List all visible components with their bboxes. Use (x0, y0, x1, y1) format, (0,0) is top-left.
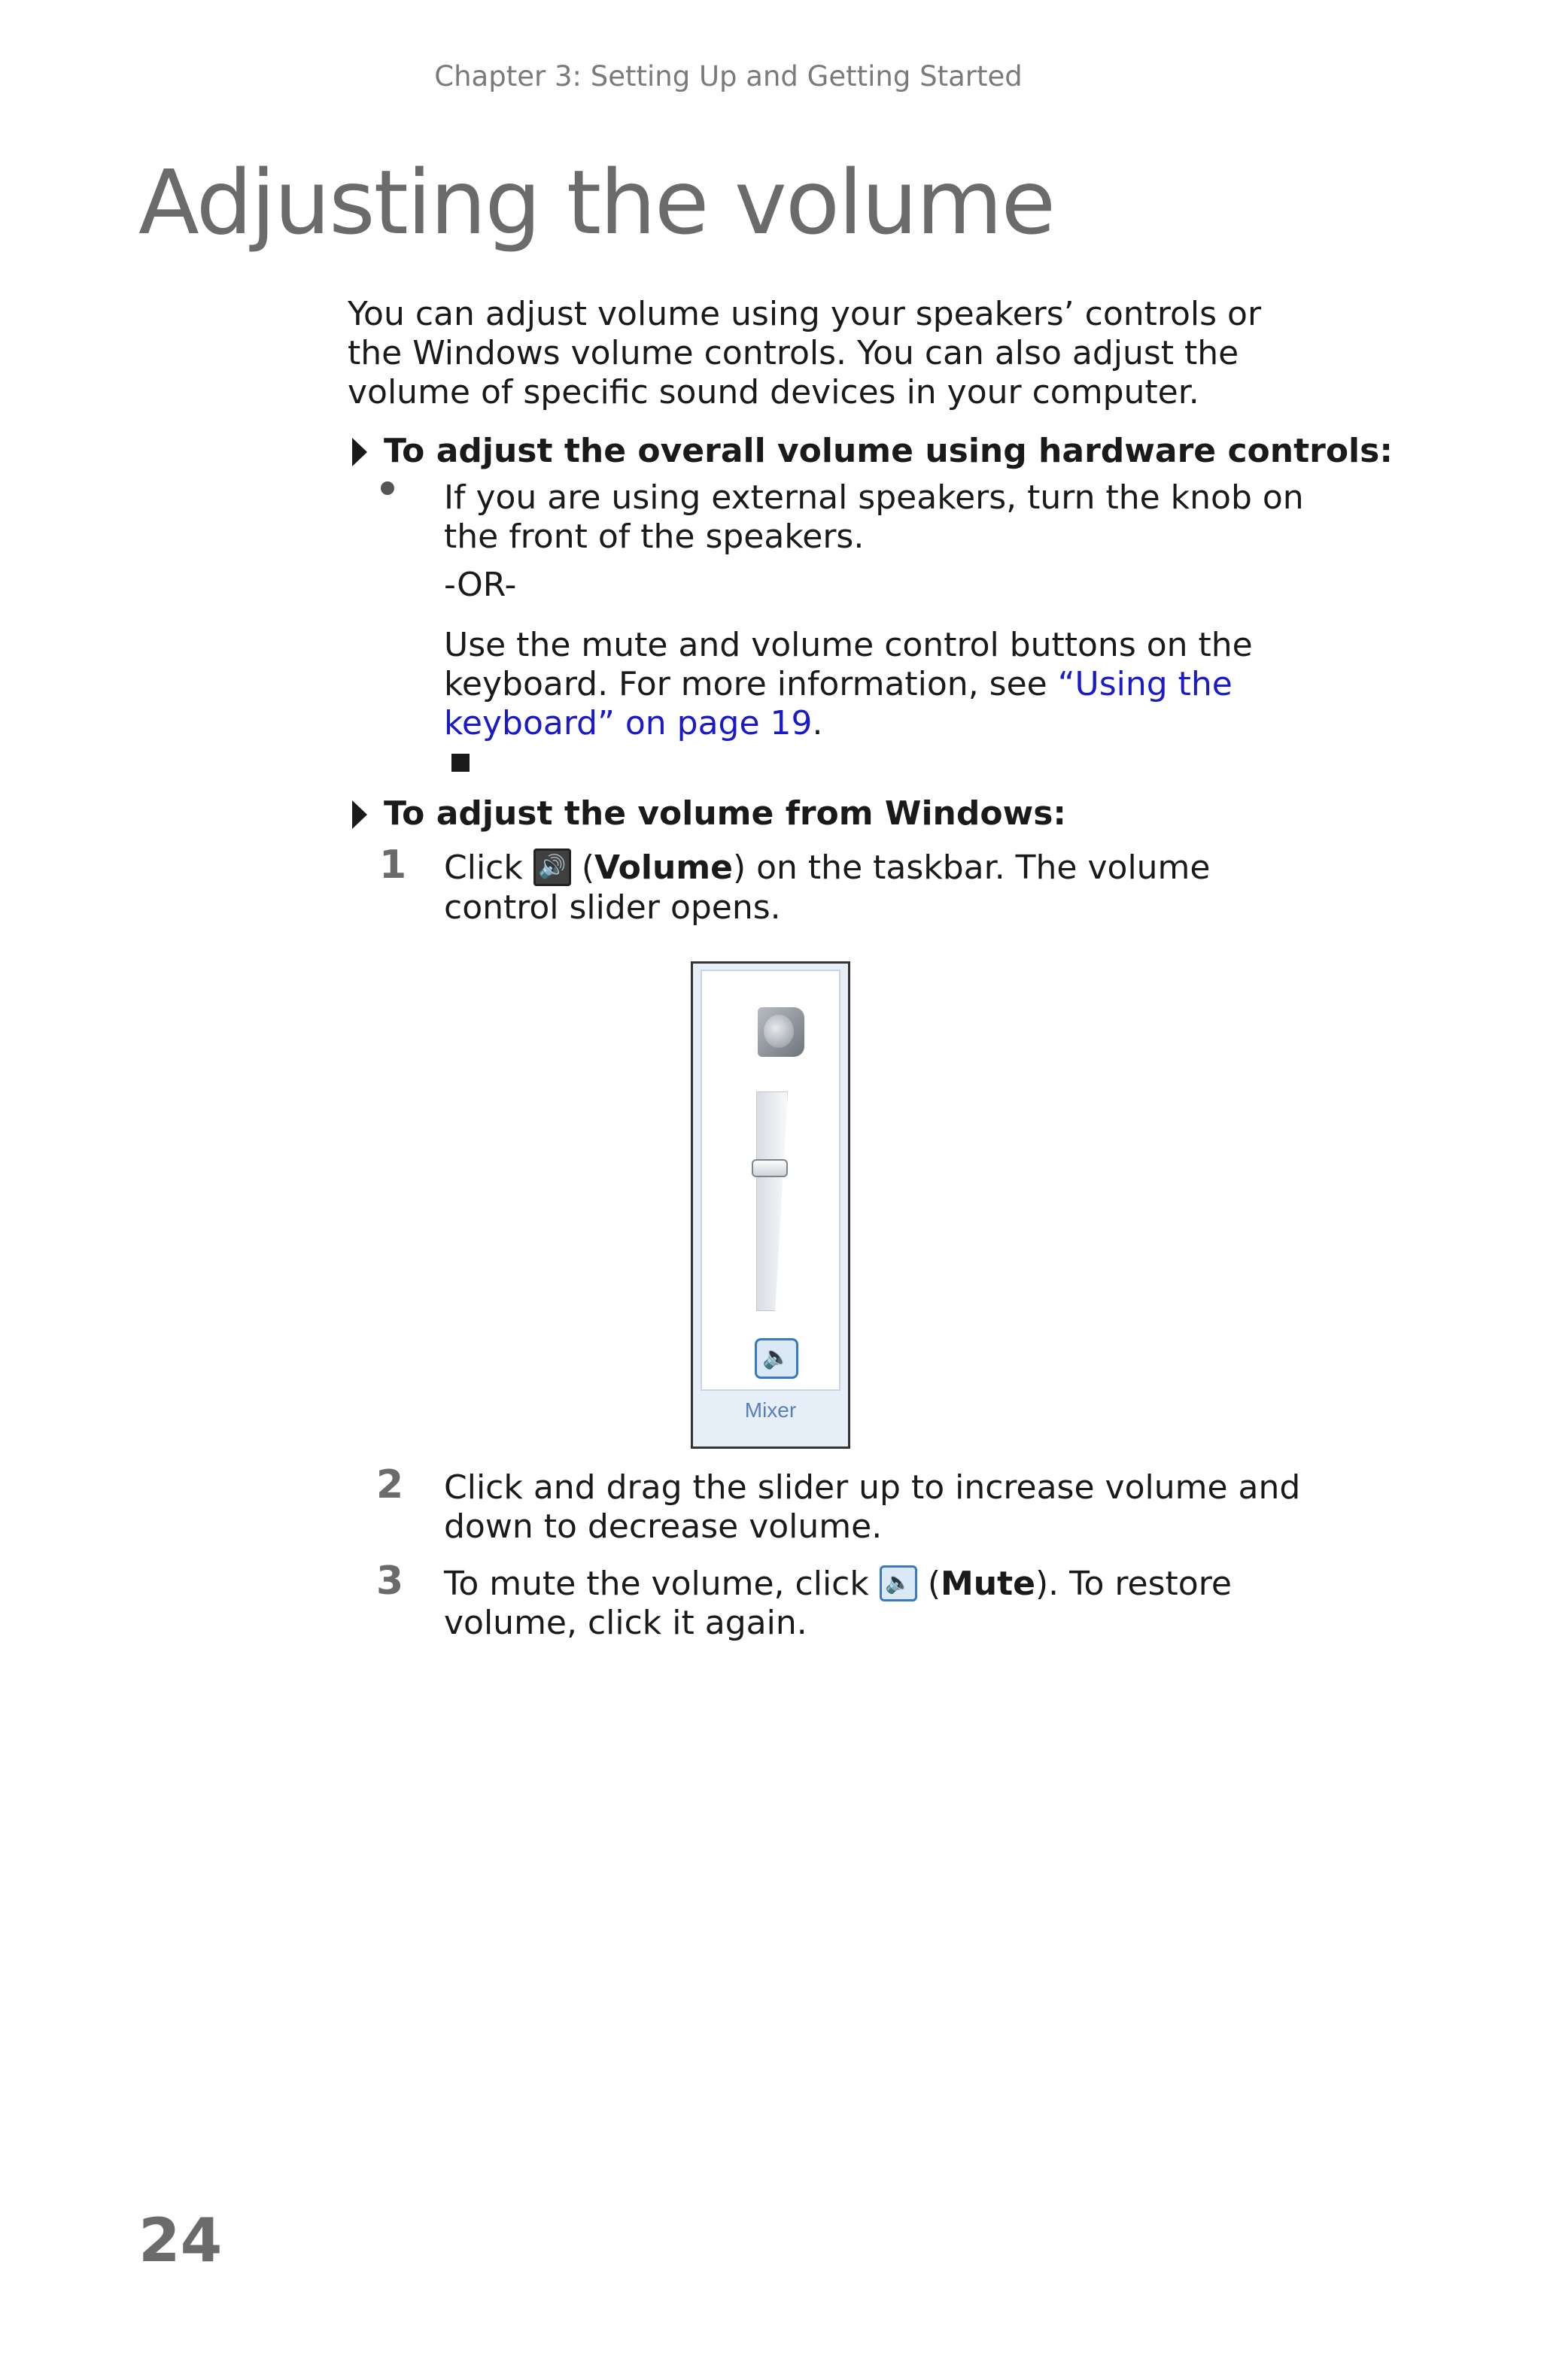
step-1-text (444, 848, 1324, 927)
bullet-external-speakers: If you are using external speakers, turn the knob on the front of the speakers. (444, 478, 1304, 556)
procedure-heading-hardware: To adjust the overall volume using hardware controls: (384, 432, 1393, 470)
speaker-icon (758, 1007, 804, 1057)
mixer-link[interactable]: Mixer (744, 1398, 797, 1422)
step-number: 1 (379, 842, 407, 888)
bullet-icon (381, 481, 394, 495)
step-1-before: Click (444, 848, 533, 887)
procedure-heading-windows: To adjust the volume from Windows: (384, 794, 1067, 833)
cross-reference-link[interactable]: “Using the keyboard” on page 19 (444, 665, 1232, 742)
mute-button-icon[interactable]: 🔈 (755, 1338, 798, 1379)
step-3-paren: ( (916, 1565, 941, 1603)
volume-slider-panel (701, 970, 840, 1391)
page-title: Adjusting the volume (138, 150, 1055, 254)
volume-slider-track[interactable] (756, 1091, 788, 1311)
mute-icon: 🔈 (880, 1565, 917, 1601)
step-number: 3 (376, 1559, 404, 1604)
intro-paragraph: You can adjust volume using your speakers’ controls or the Windows volume controls. You can also adjust the volume of specific sound devices in your computer. (348, 295, 1262, 411)
speaker-cone-icon (764, 1015, 794, 1048)
alt-text-before: Use the mute and volume control buttons on the keyboard. For more information, see (444, 626, 1253, 703)
step-3-bold-label: Mute (941, 1565, 1035, 1603)
end-of-procedure-icon (451, 754, 470, 772)
procedure-arrow-icon (352, 438, 367, 466)
keyboard-alternative-text (444, 626, 1317, 743)
step-3-text (444, 1565, 1332, 1643)
step-3-after: ). To restore volume, click it again. (444, 1565, 1232, 1642)
step-1-after: ) on the taskbar. The volume control slider opens. (444, 848, 1211, 927)
procedure-arrow-icon (352, 800, 367, 829)
or-separator: -OR- (444, 566, 517, 604)
step-1-bold-label: Volume (594, 848, 733, 887)
step-number: 2 (376, 1462, 404, 1507)
step-3-before: To mute the volume, click (444, 1565, 880, 1603)
running-header: Chapter 3: Setting Up and Getting Started (434, 60, 1023, 93)
alt-text-after: . (812, 704, 823, 742)
page-number: 24 (138, 2205, 223, 2275)
volume-icon: 🔊 (533, 848, 571, 886)
step-1-paren: ( (570, 848, 594, 887)
volume-control-screenshot (691, 961, 850, 1449)
volume-slider-thumb[interactable] (752, 1159, 788, 1177)
step-2-text: Click and drag the slider up to increase volume and down to decrease volume. (444, 1468, 1301, 1546)
